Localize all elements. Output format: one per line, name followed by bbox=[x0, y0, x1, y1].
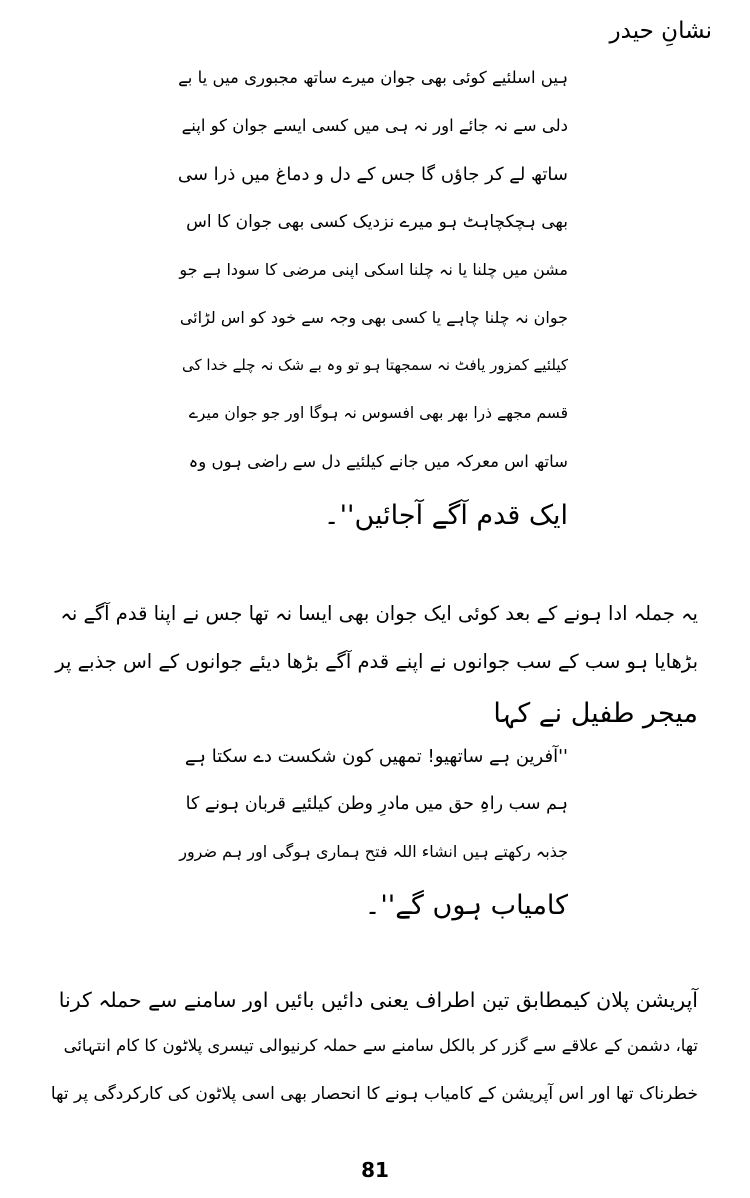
text-line: کیلئیے کمزور یافٹ نہ سمجھتا ہو تو وہ بے شک نہ چلے خدا کی bbox=[182, 356, 568, 374]
page-number: 81 bbox=[361, 1158, 389, 1182]
text-line: جذبہ رکھتے ہیں انشاء اللہ فتح ہماری ہوگی اور ہم ضرور bbox=[179, 842, 568, 861]
text-line: ہم سب راہِ حق میں مادرِ وطن کیلئیے قربان ہونے کا bbox=[185, 794, 568, 814]
text-line: خطرناک تھا اور اس آپریشن کے کامیاب ہونے کا انحصار بھی اسی پلاٹون کی کارکردگی پر تھا bbox=[50, 1084, 698, 1104]
text-line: یہ جملہ ادا ہونے کے بعد کوئی ایک جوان بھی ایسا نہ تھا جس نے اپنا قدم آگے نہ bbox=[60, 602, 698, 625]
text-line: بڑھایا ہو سب کے سب جوانوں نے اپنے قدم آگے بڑھا دیئے جوانوں کے اس جذبے پر bbox=[55, 650, 698, 673]
text-line: ہیں اسلئیے کوئی بھی جوان میرے ساتھ مجبوری میں یا بے bbox=[178, 68, 568, 87]
text-line: مشن میں چلنا یا نہ چلنا اسکی اپنی مرضی کا سودا ہے جو bbox=[179, 260, 568, 279]
text-line: کامیاب ہوں گے''۔ bbox=[364, 890, 568, 921]
running-header: نشانِ حیدر bbox=[609, 18, 712, 44]
text-line: بھی ہچکچاہٹ ہو میرے نزدیک کسی بھی جوان کا اس bbox=[186, 212, 568, 232]
text-line: تھا، دشمن کے علاقے سے گزر کر بالکل سامنے سے حملہ کرنیوالی تیسری پلاٹون کا کام انتہائی bbox=[63, 1036, 698, 1055]
text-line: ایک قدم آگے آجائیں''۔ bbox=[323, 500, 568, 531]
text-line: میجر طفیل نے کہا bbox=[493, 698, 698, 729]
text-line: قسم مجھے ذرا بھر بھی افسوس نہ ہوگا اور جو جوان میرے bbox=[188, 404, 568, 422]
text-line: ساتھ لے کر جاؤں گا جس کے دل و دماغ میں ذرا سی bbox=[177, 164, 568, 185]
text-line: آپریشن پلان کیمطابق تین اطراف یعنی دائیں بائیں اور سامنے سے حملہ کرنا bbox=[58, 988, 698, 1012]
text-line: ''آفرین ہے ساتھیو! تمھیں کون شکست دے سکتا ہے bbox=[184, 746, 568, 767]
text-line: جوان نہ چلنا چاہے یا کسی بھی وجہ سے خود کو اس لڑائی bbox=[179, 308, 568, 327]
text-line: دلی سے نہ جائے اور نہ ہی میں کسی ایسے جوان کو اپنے bbox=[181, 116, 568, 135]
text-line: ساتھ اس معرکہ میں جانے کیلئیے دل سے راضی ہوں وہ bbox=[188, 452, 568, 471]
